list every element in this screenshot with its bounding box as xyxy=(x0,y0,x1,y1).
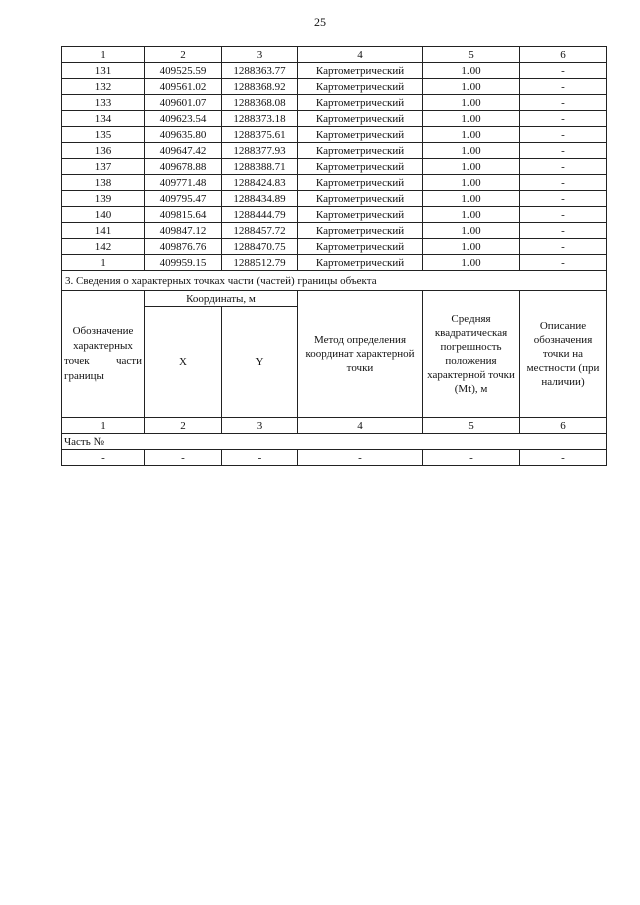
method-header: Метод определения координат характерной точки xyxy=(298,291,423,418)
designation-header-text-end: границы xyxy=(64,370,104,382)
point-number-cell: 137 xyxy=(62,159,145,175)
part-label: Часть № xyxy=(62,434,607,450)
description-cell: - xyxy=(520,223,607,239)
error-cell: 1.00 xyxy=(423,95,520,111)
x-coordinate-cell: 409876.76 xyxy=(145,239,222,255)
y-coordinate-cell: 1288470.75 xyxy=(222,239,298,255)
page-number: 25 xyxy=(314,15,326,29)
error-cell: 1.00 xyxy=(423,127,520,143)
section-title: 3. Сведения о характерных точках части (частей) границы объекта xyxy=(62,271,607,291)
designation-header xyxy=(62,291,145,418)
section-column-number-row xyxy=(62,418,607,434)
column-number: 3 xyxy=(222,47,298,63)
point-number-cell: 131 xyxy=(62,63,145,79)
empty-cell: - xyxy=(520,450,607,466)
column-number: 4 xyxy=(298,418,423,434)
error-cell: 1.00 xyxy=(423,79,520,95)
y-coordinate-cell: 1288388.71 xyxy=(222,159,298,175)
x-coordinate-cell: 409847.12 xyxy=(145,223,222,239)
x-coordinate-cell: 409678.88 xyxy=(145,159,222,175)
y-coordinate-cell: 1288377.93 xyxy=(222,143,298,159)
table-row xyxy=(62,143,607,159)
x-coordinate-cell: 409623.54 xyxy=(145,111,222,127)
method-cell: Картометрический xyxy=(298,255,423,271)
empty-cell: - xyxy=(62,450,145,466)
empty-cell: - xyxy=(145,450,222,466)
empty-data-row xyxy=(62,450,607,466)
method-cell: Картометрический xyxy=(298,127,423,143)
y-coordinate-cell: 1288512.79 xyxy=(222,255,298,271)
description-cell: - xyxy=(520,127,607,143)
x-coordinate-cell: 409959.15 xyxy=(145,255,222,271)
coordinates-header: Координаты, м xyxy=(145,291,298,307)
column-number: 5 xyxy=(423,418,520,434)
x-coordinate-cell: 409815.64 xyxy=(145,207,222,223)
description-cell: - xyxy=(520,159,607,175)
column-number: 3 xyxy=(222,418,298,434)
description-header: Описание обозначения точки на местности (при наличии) xyxy=(520,291,607,418)
error-cell: 1.00 xyxy=(423,223,520,239)
y-coordinate-cell: 1288424.83 xyxy=(222,175,298,191)
column-number-row xyxy=(62,47,607,63)
description-cell: - xyxy=(520,239,607,255)
table-row xyxy=(62,95,607,111)
description-cell: - xyxy=(520,191,607,207)
x-coordinate-cell: 409795.47 xyxy=(145,191,222,207)
point-number-cell: 136 xyxy=(62,143,145,159)
error-cell: 1.00 xyxy=(423,63,520,79)
column-number: 1 xyxy=(62,418,145,434)
y-coordinate-cell: 1288368.08 xyxy=(222,95,298,111)
x-coordinate-cell: 409635.80 xyxy=(145,127,222,143)
point-number-cell: 142 xyxy=(62,239,145,255)
error-cell: 1.00 xyxy=(423,255,520,271)
error-cell: 1.00 xyxy=(423,191,520,207)
boundary-points-table xyxy=(61,46,607,466)
error-cell: 1.00 xyxy=(423,143,520,159)
section-title-row xyxy=(62,271,607,291)
method-cell: Картометрический xyxy=(298,207,423,223)
designation-header-text: Обозначение характерных точек части xyxy=(64,325,142,367)
error-cell: 1.00 xyxy=(423,111,520,127)
table-row xyxy=(62,223,607,239)
column-number: 6 xyxy=(520,47,607,63)
table-row xyxy=(62,255,607,271)
empty-cell: - xyxy=(222,450,298,466)
x-coordinate-cell: 409525.59 xyxy=(145,63,222,79)
error-cell: 1.00 xyxy=(423,159,520,175)
empty-cell: - xyxy=(423,450,520,466)
error-cell: 1.00 xyxy=(423,175,520,191)
y-coordinate-cell: 1288363.77 xyxy=(222,63,298,79)
description-cell: - xyxy=(520,143,607,159)
y-coordinate-cell: 1288375.61 xyxy=(222,127,298,143)
y-coordinate-cell: 1288444.79 xyxy=(222,207,298,223)
x-coordinate-cell: 409771.48 xyxy=(145,175,222,191)
column-number: 6 xyxy=(520,418,607,434)
method-cell: Картометрический xyxy=(298,95,423,111)
y-coordinate-cell: 1288434.89 xyxy=(222,191,298,207)
point-number-cell: 135 xyxy=(62,127,145,143)
description-cell: - xyxy=(520,255,607,271)
method-cell: Картометрический xyxy=(298,143,423,159)
method-cell: Картометрический xyxy=(298,79,423,95)
y-coordinate-cell: 1288373.18 xyxy=(222,111,298,127)
description-cell: - xyxy=(520,63,607,79)
table-row xyxy=(62,207,607,223)
table-row xyxy=(62,239,607,255)
y-coordinate-cell: 1288457.72 xyxy=(222,223,298,239)
point-number-cell: 134 xyxy=(62,111,145,127)
point-number-cell: 132 xyxy=(62,79,145,95)
empty-cell: - xyxy=(298,450,423,466)
x-coordinate-cell: 409647.42 xyxy=(145,143,222,159)
error-header: Средняя квадратическая погрешность положения характерной точки (Mt), м xyxy=(423,291,520,418)
column-number: 4 xyxy=(298,47,423,63)
table-row xyxy=(62,79,607,95)
point-number-cell: 1 xyxy=(62,255,145,271)
description-cell: - xyxy=(520,207,607,223)
point-number-cell: 139 xyxy=(62,191,145,207)
table-row xyxy=(62,175,607,191)
table-row xyxy=(62,63,607,79)
table-row xyxy=(62,111,607,127)
column-number: 2 xyxy=(145,47,222,63)
part-label-row xyxy=(62,434,607,450)
y-header: Y xyxy=(222,307,298,418)
x-header: X xyxy=(145,307,222,418)
table-row xyxy=(62,127,607,143)
method-cell: Картометрический xyxy=(298,159,423,175)
method-cell: Картометрический xyxy=(298,191,423,207)
description-cell: - xyxy=(520,79,607,95)
method-cell: Картометрический xyxy=(298,223,423,239)
description-cell: - xyxy=(520,111,607,127)
y-coordinate-cell: 1288368.92 xyxy=(222,79,298,95)
x-coordinate-cell: 409601.07 xyxy=(145,95,222,111)
table-row xyxy=(62,191,607,207)
point-number-cell: 133 xyxy=(62,95,145,111)
column-number: 1 xyxy=(62,47,145,63)
description-cell: - xyxy=(520,95,607,111)
column-number: 5 xyxy=(423,47,520,63)
error-cell: 1.00 xyxy=(423,207,520,223)
error-cell: 1.00 xyxy=(423,239,520,255)
x-coordinate-cell: 409561.02 xyxy=(145,79,222,95)
point-number-cell: 138 xyxy=(62,175,145,191)
point-number-cell: 140 xyxy=(62,207,145,223)
method-cell: Картометрический xyxy=(298,175,423,191)
section-header-row xyxy=(62,291,607,307)
method-cell: Картометрический xyxy=(298,63,423,79)
method-cell: Картометрический xyxy=(298,111,423,127)
table-row xyxy=(62,159,607,175)
description-cell: - xyxy=(520,175,607,191)
method-cell: Картометрический xyxy=(298,239,423,255)
point-number-cell: 141 xyxy=(62,223,145,239)
column-number: 2 xyxy=(145,418,222,434)
